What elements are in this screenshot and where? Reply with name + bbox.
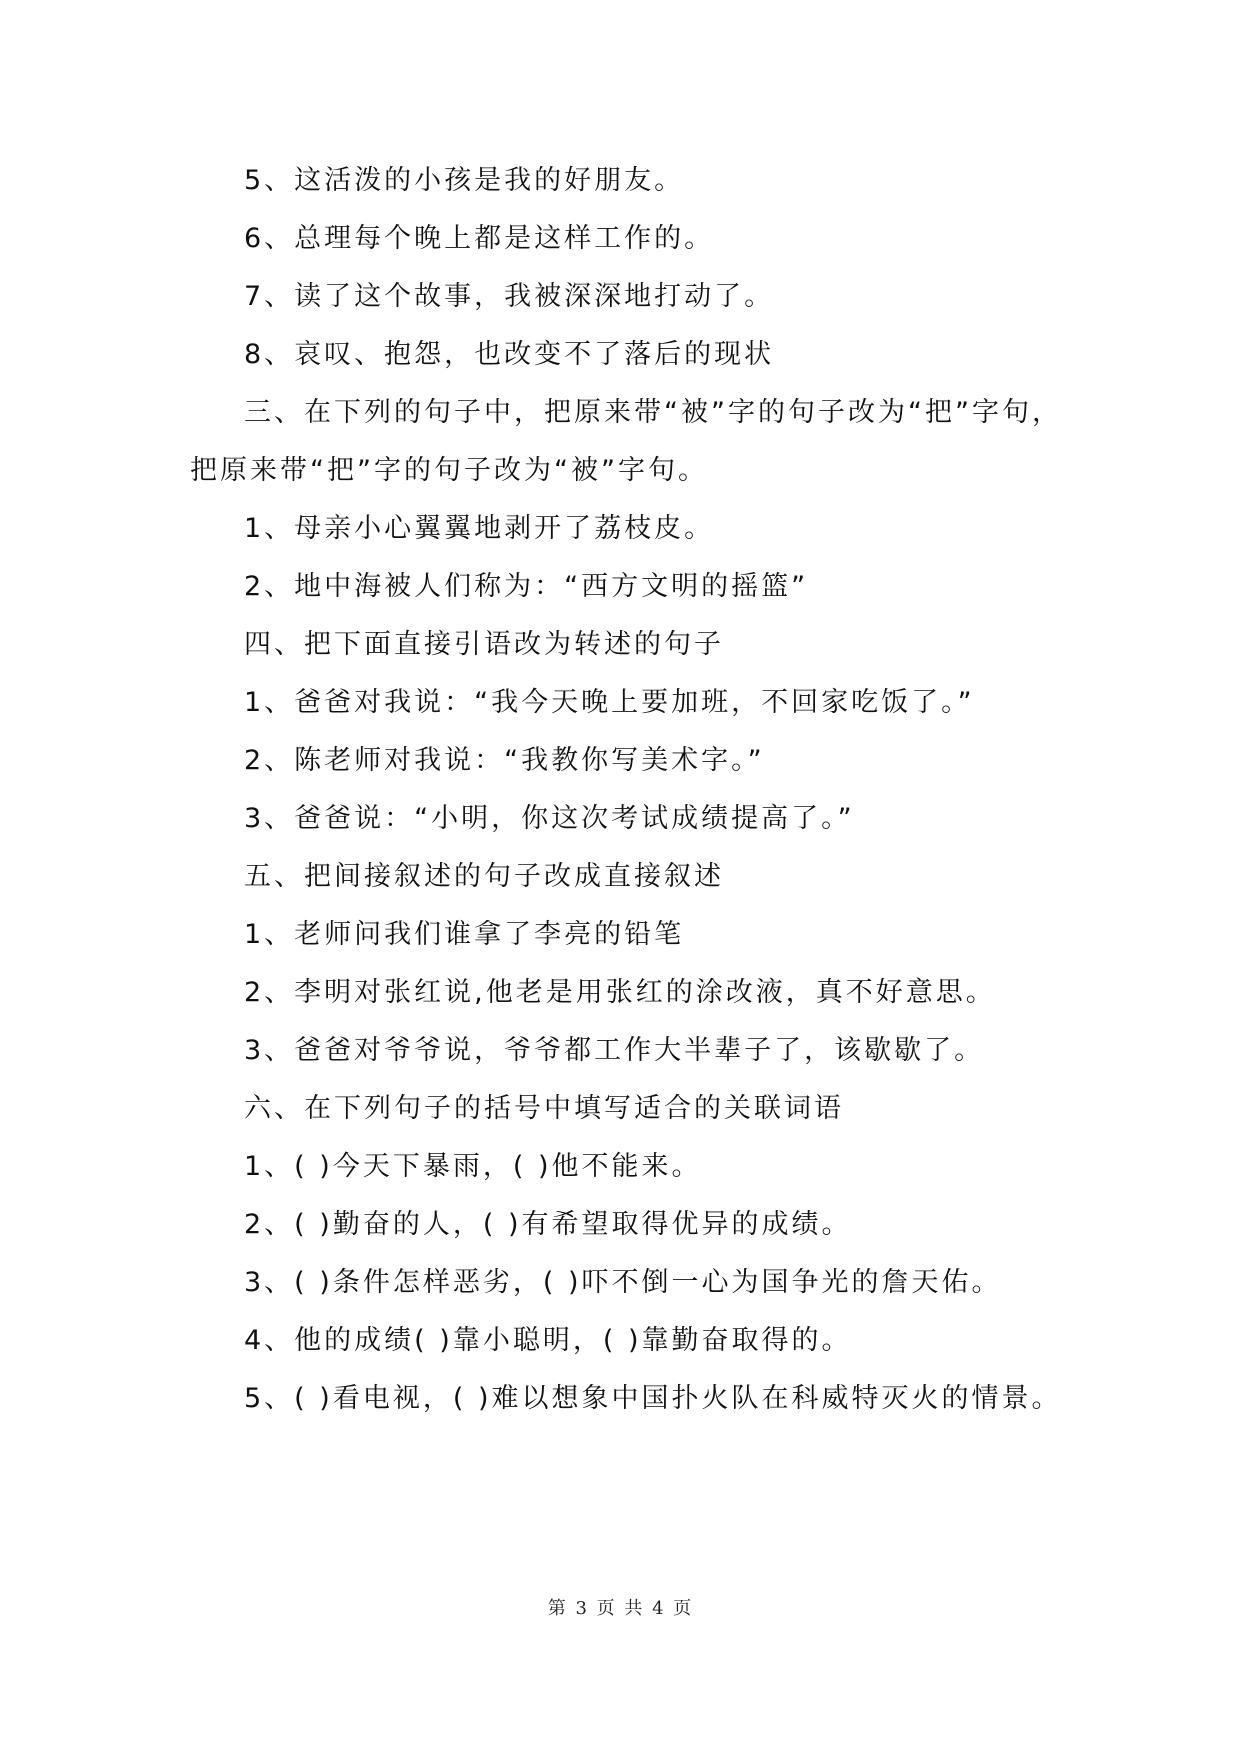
section-heading: 六、在下列句子的括号中填写适合的关联词语 [244, 1093, 844, 1124]
section-heading-continuation: 把原来带“把”字的句子改为“被”字句。 [190, 455, 708, 486]
exercise-line: 1、爸爸对我说：“我今天晚上要加班，不回家吃饭了。” [244, 687, 975, 718]
exercise-line: 1、老师问我们谁拿了李亮的铅笔 [244, 919, 685, 950]
exercise-line: 2、陈老师对我说：“我教你写美术字。” [244, 745, 765, 776]
exercise-line: 5、( )看电视，( )难以想象中国扑火队在科威特灭火的情景。 [244, 1383, 1062, 1414]
exercise-line: 2、李明对张红说,他老是用张红的涂改液，真不好意思。 [244, 977, 996, 1008]
exercise-line: 1、( )今天下暴雨，( )他不能来。 [244, 1151, 702, 1182]
exercise-line: 4、他的成绩( )靠小聪明，( )靠勤奋取得的。 [244, 1325, 852, 1356]
section-heading: 三、在下列的句子中，把原来带“被”字的句子改为“把”字句， [244, 397, 1062, 428]
section-heading: 四、把下面直接引语改为转述的句子 [244, 629, 724, 660]
exercise-line: 6、总理每个晚上都是这样工作的。 [244, 223, 715, 254]
exercise-line: 7、读了这个故事，我被深深地打动了。 [244, 281, 775, 312]
exercise-line: 3、( )条件怎样恶劣，( )吓不倒一心为国争光的詹天佑。 [244, 1267, 1002, 1298]
exercise-line: 2、( )勤奋的人，( )有希望取得优异的成绩。 [244, 1209, 852, 1240]
exercise-line: 3、爸爸对爷爷说，爷爷都工作大半辈子了，该歇歇了。 [244, 1035, 985, 1066]
exercise-line: 8、哀叹、抱怨，也改变不了落后的现状 [244, 339, 775, 370]
exercise-line: 5、这活泼的小孩是我的好朋友。 [244, 165, 685, 196]
section-heading: 五、把间接叙述的句子改成直接叙述 [244, 861, 724, 892]
page-number-footer: 第 3 页 共 4 页 [547, 1598, 694, 1619]
exercise-line: 3、爸爸说：“小明，你这次考试成绩提高了。” [244, 803, 855, 834]
exercise-line: 1、母亲小心翼翼地剥开了荔枝皮。 [244, 513, 715, 544]
exercise-line: 2、地中海被人们称为：“西方文明的摇篮” [244, 571, 809, 602]
